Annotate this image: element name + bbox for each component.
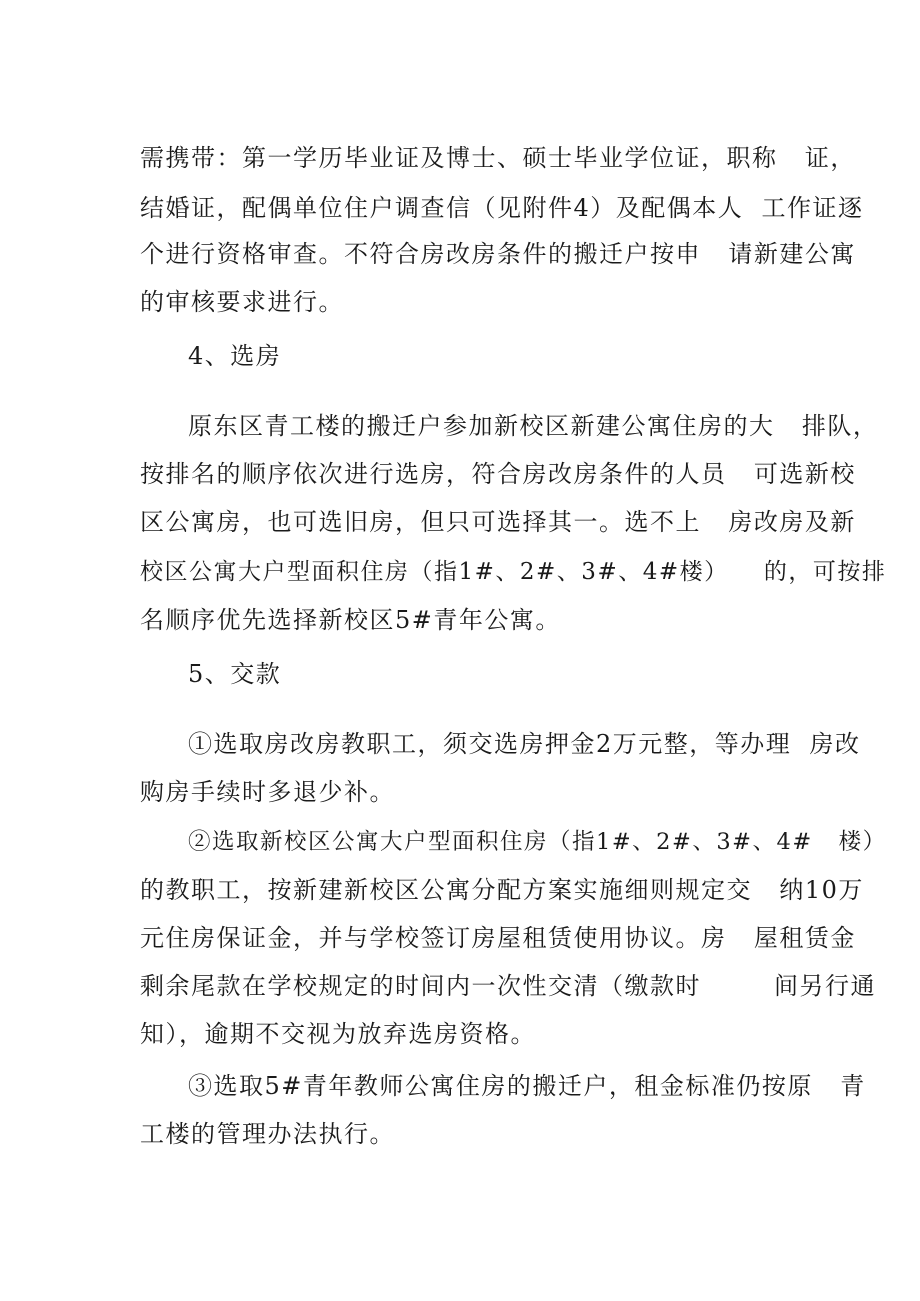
paragraph-1-line-3: 个进行资格审查。不符合房改房条件的搬迁户按申 请新建公寓 [140, 240, 856, 268]
paragraph-1-line-4: 的审核要求进行。 [140, 288, 344, 316]
paragraph-3-line-2: 购房手续时多退少补。 [140, 778, 395, 806]
paragraph-4-line-1: ②选取新校区公寓大户型面积住房（指1#、2#、3#、4# 楼） [188, 829, 887, 855]
paragraph-5-line-1: ③选取5#青年教师公寓住房的搬迁户，租金标准仍按原 青 [188, 1072, 866, 1100]
paragraph-3-line-1: ①选取房改房教职工，须交选房押金2万元整，等办理 房改 [188, 730, 861, 758]
section-heading-4: 4、选房 [188, 342, 282, 370]
paragraph-1-line-2: 结婚证，配偶单位住户调查信（见附件4）及配偶本人 工作证逐 [140, 194, 864, 222]
paragraph-4-line-4: 剩余尾款在学校规定的时间内一次性交清（缴款时 间另行通 [140, 972, 877, 1000]
paragraph-2-line-4: 校区公寓大户型面积住房（指1#、2#、3#、4#楼） 的，可按排 [140, 559, 887, 585]
paragraph-2-line-5: 名顺序优先选择新校区5#青年公寓。 [140, 606, 561, 634]
paragraph-2-line-3: 区公寓房，也可选旧房，但只可选择其一。选不上 房改房及新 [140, 508, 856, 536]
paragraph-4-line-2: 的教职工，按新建新校区公寓分配方案实施细则规定交 纳10万 [140, 876, 864, 904]
section-heading-5: 5、交款 [188, 660, 282, 688]
paragraph-4-line-5: 知），逾期不交视为放弃选房资格。 [140, 1020, 536, 1048]
paragraph-1-line-1: 需携带：第一学历毕业证及博士、硕士毕业学位证，职称 证， [140, 144, 856, 172]
paragraph-2-line-2: 按排名的顺序依次进行选房，符合房改房条件的人员 可选新校 [140, 460, 856, 488]
paragraph-4-line-3: 元住房保证金，并与学校签订房屋租赁使用协议。房 屋租赁金 [140, 924, 856, 952]
paragraph-2-line-1: 原东区青工楼的搬迁户参加新校区新建公寓住房的大 排队， [188, 412, 879, 440]
paragraph-5-line-2: 工楼的管理办法执行。 [140, 1120, 395, 1148]
